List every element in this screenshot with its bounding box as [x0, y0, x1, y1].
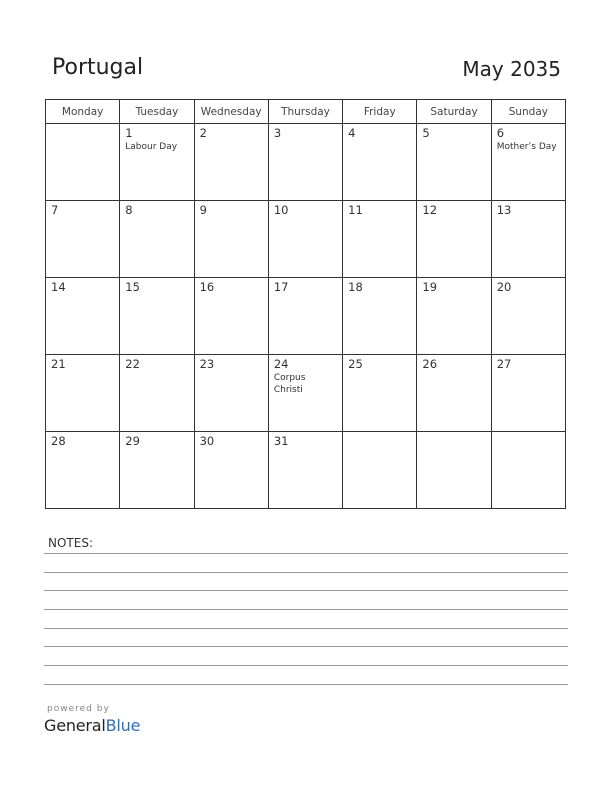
- day-number: 31: [273, 434, 289, 448]
- day-cell: [120, 355, 194, 432]
- day-cell: [120, 201, 194, 278]
- weekday-header: Monday: [46, 100, 120, 124]
- day-cell: [194, 201, 268, 278]
- day-cell: [268, 124, 342, 201]
- day-cell: [194, 432, 268, 509]
- powered-by-text: powered by: [47, 704, 110, 714]
- day-number: 11: [348, 203, 363, 217]
- holiday-label: Mother’s Day: [496, 142, 557, 152]
- day-cell: [343, 432, 417, 509]
- brand-general: General: [44, 716, 106, 735]
- note-line: [44, 684, 568, 685]
- day-cell: [417, 355, 491, 432]
- weekday-header: Saturday: [417, 100, 491, 124]
- day-cell: [46, 278, 120, 355]
- month-title: May 2035: [462, 57, 561, 81]
- day-number: 3: [273, 126, 282, 140]
- day-number: 5: [422, 126, 430, 140]
- day-number: 18: [348, 280, 363, 294]
- day-number: 10: [273, 203, 289, 217]
- day-number: 25: [348, 357, 363, 371]
- day-cell: [491, 124, 565, 201]
- day-number: 1: [125, 126, 133, 140]
- day-cell: [343, 278, 417, 355]
- day-cell: [120, 124, 194, 201]
- day-cell: [491, 432, 565, 509]
- note-line: [44, 646, 568, 647]
- day-number: 9: [199, 203, 207, 217]
- calendar-week-row: [46, 355, 566, 432]
- day-number: 27: [496, 357, 512, 371]
- note-line: [44, 609, 568, 610]
- country-title: Portugal: [52, 55, 144, 80]
- day-cell: [417, 278, 491, 355]
- weekday-header: Thursday: [268, 100, 342, 124]
- day-cell: [46, 124, 120, 201]
- day-number: 13: [496, 203, 512, 217]
- day-number: 23: [199, 357, 215, 371]
- day-cell: [491, 355, 565, 432]
- day-cell: [194, 124, 268, 201]
- day-number: 22: [125, 357, 140, 371]
- day-number: 8: [125, 203, 133, 217]
- day-number: 29: [125, 434, 140, 448]
- weekday-header: Sunday: [491, 100, 565, 124]
- day-cell: [417, 432, 491, 509]
- notes-label: NOTES:: [48, 536, 93, 550]
- note-line: [44, 572, 568, 573]
- day-cell: [417, 124, 491, 201]
- day-number: 4: [348, 126, 356, 140]
- day-number: 15: [125, 280, 140, 294]
- day-cell: [343, 201, 417, 278]
- weekday-header: Tuesday: [120, 100, 194, 124]
- note-line: [44, 665, 568, 666]
- day-number: 19: [422, 280, 438, 294]
- day-cell: [268, 278, 342, 355]
- holiday-label: Corpus Christi: [273, 373, 306, 395]
- brand-blue: Blue: [105, 716, 141, 735]
- note-line: [44, 590, 568, 591]
- day-cell: [268, 355, 342, 432]
- day-number: 20: [496, 280, 512, 294]
- day-number: 30: [199, 434, 215, 448]
- calendar-week-row: [46, 124, 566, 201]
- day-number: 6: [496, 126, 505, 140]
- day-cell: [268, 432, 342, 509]
- day-cell: [46, 355, 120, 432]
- note-line: [44, 553, 568, 554]
- day-cell: [343, 355, 417, 432]
- day-cell: [417, 201, 491, 278]
- day-cell: [120, 278, 194, 355]
- calendar-body: [46, 124, 566, 509]
- weekday-header: Wednesday: [194, 100, 268, 124]
- day-number: 2: [199, 126, 207, 140]
- day-number: 17: [273, 280, 289, 294]
- day-cell: [46, 201, 120, 278]
- calendar-week-row: [46, 278, 566, 355]
- day-cell: [343, 124, 417, 201]
- weekday-header-row: [46, 100, 566, 124]
- holiday-label: Labour Day: [125, 142, 178, 152]
- day-cell: [491, 201, 565, 278]
- day-number: 14: [51, 280, 66, 294]
- calendar-week-row: [46, 432, 566, 509]
- day-number: 28: [51, 434, 66, 448]
- day-number: 21: [51, 357, 66, 371]
- day-number: 26: [422, 357, 438, 371]
- day-cell: [46, 432, 120, 509]
- weekday-header: Friday: [343, 100, 417, 124]
- day-number: 24: [273, 357, 289, 371]
- day-cell: [194, 355, 268, 432]
- day-cell: [120, 432, 194, 509]
- calendar-week-row: [46, 201, 566, 278]
- day-cell: [491, 278, 565, 355]
- day-number: 16: [199, 280, 215, 294]
- calendar-grid: [45, 99, 566, 509]
- day-number: 12: [422, 203, 438, 217]
- brand-logo: [44, 716, 140, 735]
- day-cell: [268, 201, 342, 278]
- note-line: [44, 628, 568, 629]
- day-number: 7: [51, 203, 59, 217]
- day-cell: [194, 278, 268, 355]
